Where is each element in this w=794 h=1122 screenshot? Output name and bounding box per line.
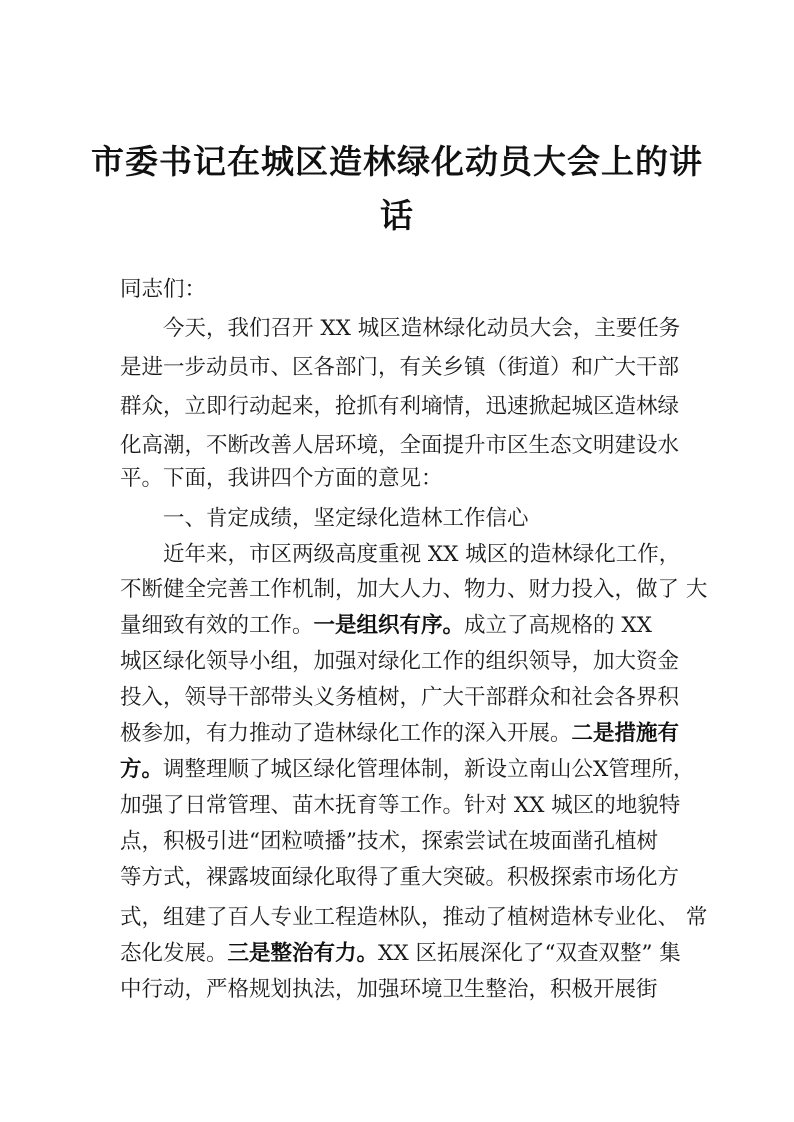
paragraph-line: 投入，领导干部带头义务植树，广大干部群众和社会各界积: [120, 685, 680, 710]
paragraph-line: [120, 756, 694, 784]
bold-point-one: 一是组织有序。: [313, 613, 465, 638]
line-text: 调整理顺了城区绿化管理体制，新设立南山公X管理所，: [163, 757, 695, 782]
paragraph-line: 不断健全完善工作机制，加大人力、物力、财力投入，做了 大: [120, 577, 708, 602]
line-text: 量细致有效的工作。: [120, 613, 314, 638]
paragraph-line: 等方式，裸露坡面绿化取得了重大突破。积极探索市场化方: [120, 865, 680, 890]
bold-point-two-end: 方。: [120, 757, 164, 782]
paragraph-line: [120, 612, 652, 640]
paragraph-line: 中行动，严格规划执法，加强环境卫生整治，积极开展街: [120, 977, 658, 1002]
document-title: 市委书记在城区造林绿化动员大会上的讲: [91, 142, 703, 181]
line-text: 极参加，有力推动了造林绿化工作的深入开展。: [120, 721, 572, 746]
line-text: 态化发展。: [120, 941, 228, 966]
paragraph-line: [120, 720, 679, 748]
paragraph-line: 平。下面，我讲四个方面的意见：: [120, 466, 443, 491]
paragraph-line: 城区绿化领导小组，加强对绿化工作的组织领导，加大资金: [120, 649, 680, 674]
line-text: 成立了高规格的 XX: [464, 613, 652, 638]
document-title-continued: 话: [380, 196, 414, 235]
salutation: 同志们：: [120, 277, 207, 302]
bold-point-two: 二是措施有: [571, 721, 680, 746]
line-text: XX 区拓展深化了“双查双整” 集: [378, 941, 681, 966]
paragraph-line: 化高潮，不断改善人居环境，全面提升市区生态文明建设水: [120, 433, 680, 458]
paragraph-line: 式，组建了百人专业工程造林队，推动了植树造林专业化、 常: [120, 905, 708, 930]
paragraph-line: 近年来，市区两级高度重视 XX 城区的造林绿化工作，: [163, 542, 681, 567]
paragraph-line: 今天，我们召开 XX 城区造林绿化动员大会，主要任务: [163, 316, 681, 341]
paragraph-line: [120, 940, 681, 968]
section-heading: 一、肯定成绩，坚定绿化造林工作信心: [163, 506, 529, 531]
paragraph-line: 点，积极引进“团粒喷播”技术，探索尝试在坡面凿孔植树: [120, 829, 658, 854]
bold-point-three: 三是整治有力。: [227, 941, 379, 966]
paragraph-line: 是进一步动员市、区各部门，有关乡镇（街道）和广大干部: [120, 355, 680, 380]
paragraph-line: 加强了日常管理、苗木抚育等工作。针对 XX 城区的地貌特: [120, 793, 681, 818]
paragraph-line: 群众，立即行动起来，抢抓有利墒情，迅速掀起城区造林绿: [120, 394, 680, 419]
